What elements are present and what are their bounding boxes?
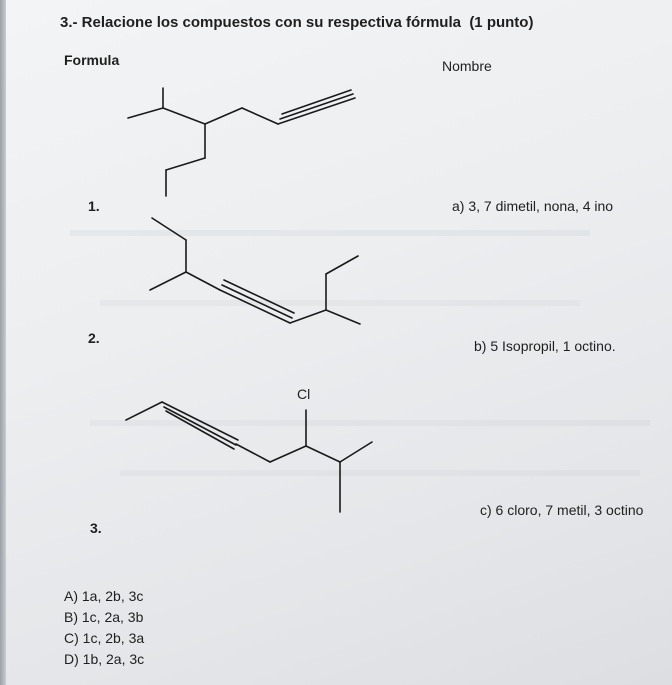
name-option-a: a) 3, 7 dimetil, nona, 4 ino [452, 198, 614, 214]
answer-choice-b: B) 1c, 2a, 3b [64, 609, 144, 625]
structure-1-number: 1. [88, 198, 100, 214]
name-option-c: c) 6 cloro, 7 metil, 3 octino [480, 502, 644, 518]
question-title: 3.- Relacione los compuestos con su respectiva fórmula [60, 14, 461, 31]
name-option-b: b) 5 Isopropil, 1 octino. [474, 338, 616, 354]
structure-3-number: 3. [90, 520, 102, 536]
answer-choice-a: A) 1a, 2b, 3c [64, 588, 144, 604]
answer-choice-c: C) 1c, 2b, 3a [64, 630, 145, 646]
formula-column-heading: Formula [64, 52, 120, 68]
question-points: (1 punto) [469, 14, 534, 31]
answer-choice-d: D) 1b, 2a, 3c [64, 651, 145, 667]
nombre-column-heading: Nombre [442, 58, 492, 74]
structure-2-number: 2. [88, 330, 100, 346]
chlorine-atom-label: Cl [297, 386, 311, 402]
